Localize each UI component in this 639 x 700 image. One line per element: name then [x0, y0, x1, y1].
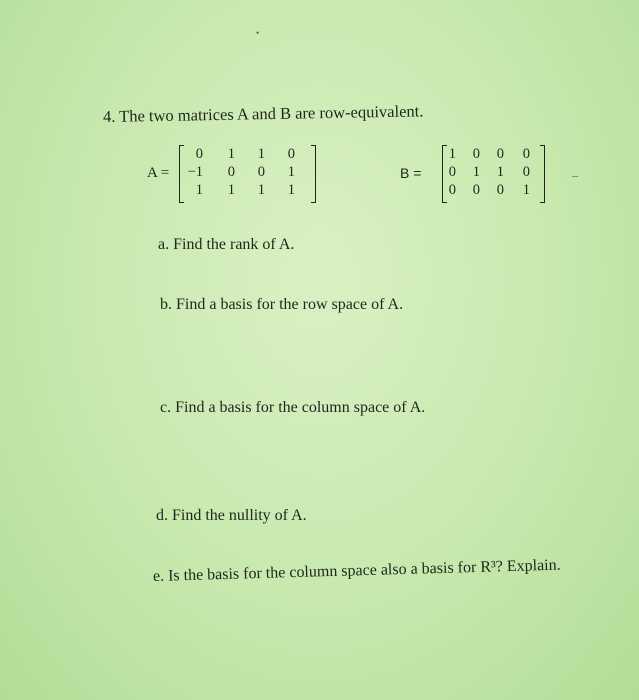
matrix-a-cell: 0 [195, 146, 203, 162]
matrix-a-left-bracket [179, 145, 184, 203]
question-c: c. Find a basis for the column space of A. [160, 399, 426, 416]
matrix-b-cell: 1 [522, 182, 530, 198]
matrix-a-cell: 1 [257, 146, 265, 162]
matrix-a-cell: 1 [287, 164, 295, 180]
matrix-a-label: A = [147, 165, 170, 181]
matrix-a-right-bracket [311, 145, 316, 203]
matrix-a-cell: 1 [227, 146, 235, 162]
matrix-b [400, 145, 550, 205]
matrix-b-cell: 0 [472, 182, 480, 198]
matrix-b-cell: 0 [448, 164, 456, 180]
matrix-a-cell: 1 [227, 182, 235, 198]
question-b: b. Find a basis for the row space of A. [160, 296, 404, 313]
matrix-b-cell: 1 [496, 164, 504, 180]
matrix-b-cell: 0 [448, 182, 456, 198]
question-e: e. Is the basis for the column space also a basis for R³? Explain. [152, 556, 561, 585]
matrix-b-label: B = [400, 165, 422, 181]
matrix-b-cell: 0 [522, 164, 530, 180]
problem-title: 4. The two matrices A and B are row-equivalent. [102, 101, 424, 126]
pen-mark-dash: ‒ [572, 168, 578, 182]
question-a: a. Find the rank of A. [158, 236, 295, 253]
matrix-a-cell: 1 [257, 182, 265, 198]
matrix-b-cell: 0 [472, 146, 480, 162]
matrix-b-cell: 0 [496, 182, 504, 198]
matrix-b-right-bracket [540, 145, 545, 203]
matrix-b-cell: 0 [522, 146, 530, 162]
matrix-a-cell: −1 [187, 164, 203, 180]
matrix-a [147, 145, 317, 205]
matrix-a-cell: 0 [287, 146, 295, 162]
matrix-b-cell: 1 [448, 146, 456, 162]
pen-mark-dot: • [256, 28, 260, 38]
matrix-a-cell: 0 [227, 164, 235, 180]
matrix-a-cell: 1 [287, 182, 295, 198]
question-d: d. Find the nullity of A. [156, 507, 307, 524]
matrix-b-cell: 0 [496, 146, 504, 162]
matrix-a-cell: 0 [257, 164, 265, 180]
matrix-b-cell: 1 [472, 164, 480, 180]
matrix-a-cell: 1 [195, 182, 203, 198]
